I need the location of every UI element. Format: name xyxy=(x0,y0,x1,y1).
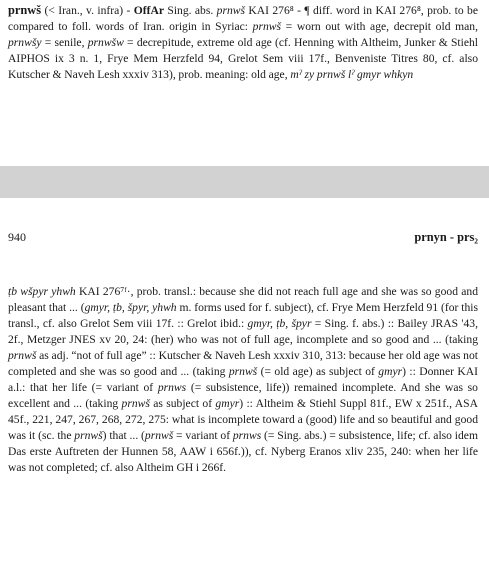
italic-term: gmyr xyxy=(215,397,240,410)
page-number: 940 xyxy=(8,230,26,244)
italic-term: prnwš xyxy=(144,429,174,442)
entry-text: ) :: Donner KAI a.l.: that her life (= variant of xyxy=(8,365,478,394)
entry-text: = Sing. f. abs.) :: Bailey JRAS '43, 2f., Metzger JNES xv 20, 24: (her) who was not of full age, incomplete and so good and ... (taking xyxy=(8,317,478,346)
entry-text: = worn out with age, decrepit old man, xyxy=(281,20,478,33)
entry-text: as subject of xyxy=(149,397,216,410)
italic-term: ṭb wšpyr yhwh xyxy=(8,285,76,298)
entry-headword: prnwš xyxy=(8,3,42,17)
italic-term: prnws xyxy=(157,381,187,394)
entry-text: (= old age) as subject of xyxy=(257,365,379,378)
entry-text: = decrepitude, extreme old age (cf. Henning with Altheim, Junker & Stiehl AIPHOS ix 3 n. 1, Frye Mem Herzfeld 94, Grelot Sem viii 17f., Benveniste Titres 80, cf. also Kutscher & Naveh Lesh xxxiv 313), prob. meaning: old age, xyxy=(8,36,479,81)
upper-page xyxy=(0,0,489,166)
italic-term: prnwš xyxy=(8,349,37,362)
page-gutter xyxy=(0,166,489,198)
entry-text: m. forms used for f. subject), cf. Frye Mem Herzfeld 91 (for this transl., cf. also Grelot Sem viii 17f. :: Grelot ibid.: xyxy=(8,301,478,330)
entry-text: ) :: Altheim & Stiehl Suppl 81f., EW x 251f., ASA 45f., 221, 247, 267, 268, 272, 275: what is incomplete toward a (good) life and so beautiful and good was it (sc. the xyxy=(8,397,478,442)
running-head xyxy=(8,230,478,246)
entry-text: KAI 276⁸ - ¶ diff. word in KAI 276⁸, prob. to be compared to foll. words of Iran. origin in Syriac: xyxy=(8,4,478,33)
italic-term: gmyr xyxy=(378,365,403,378)
italic-term: prnws xyxy=(232,429,262,442)
italic-term: prnwšy xyxy=(8,36,42,49)
entry-text: = variant of xyxy=(173,429,233,442)
entry-text: (= subsistence, life)) remained incomplete. And she was so excellent and ... (taking xyxy=(8,381,478,410)
entry-body xyxy=(8,4,478,81)
entry-continuation xyxy=(8,285,478,474)
entry-text: = senile, xyxy=(41,36,88,49)
italic-term: prnwš xyxy=(74,429,103,442)
italic-term: prnwš xyxy=(252,20,282,33)
entry-text: ) that ... ( xyxy=(102,429,145,442)
entry-text: as adj. “not of full age” :: Kutscher & Naveh Lesh xxxiv 310, 313: because her old age was not completed and she was so good and ... (taking xyxy=(8,349,478,378)
italic-term: gmyr, ṭb, špyr xyxy=(247,317,312,330)
italic-term: prnwšw xyxy=(87,36,124,49)
italic-term: prnwš xyxy=(121,397,150,410)
bottom-dictionary-entry xyxy=(8,284,478,476)
entry-text: KAI 276⁷ᶠ·, prob. transl.: because she did not reach full age and she was so good and pleasant that ... ( xyxy=(8,285,478,314)
entry-text: (= Sing. abs.) = subsistence, life; cf. also idem Das erste Auftreten der Hunnen 58, AAW i 656f.)), cf. Nyberg Eranos xliv 235, 240: when her life was not completed; cf. also Altheim GH i 266f. xyxy=(8,429,478,474)
entry-text: (< Iran., v. infra) - xyxy=(41,4,134,17)
language-siglum: OffAr xyxy=(133,4,164,17)
entry-text: Sing. abs. xyxy=(164,4,217,17)
italic-term: mˀ zy prnwš lˀ gmyr whkyn xyxy=(290,68,414,81)
top-dictionary-entry xyxy=(8,2,478,83)
italic-term: prnwš xyxy=(228,365,258,378)
italic-term: gmyr, ṭb, špyr, yhwh xyxy=(84,301,177,314)
running-head-title: prnyn - prs₂ xyxy=(414,230,478,244)
italic-term: prnwš xyxy=(216,4,246,17)
